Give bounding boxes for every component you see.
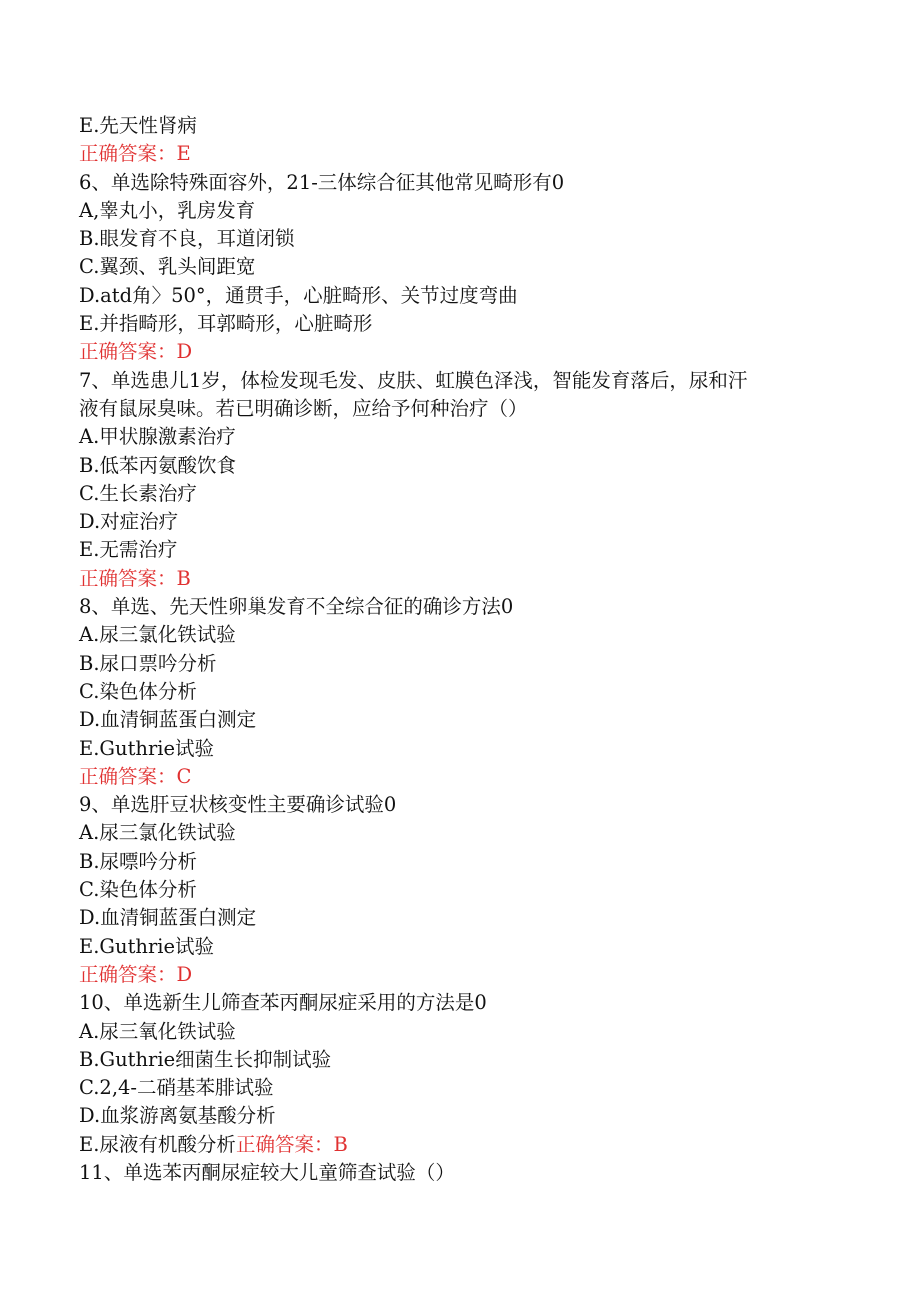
option-line: C.2,4-二硝基苯腓试验 [79, 1076, 274, 1100]
option-line: A.尿三氧化铁试验 [79, 1019, 236, 1043]
question-stem: 10、单选新生儿筛查苯丙酮尿症采用的方法是0 [79, 991, 487, 1015]
question-stem: 6、单选除特殊面容外，21-三体综合征其他常见畸形有0 [79, 170, 565, 194]
option-line: D.血浆游离氨基酸分析 [79, 1104, 276, 1128]
option-line: C.翼颈、乳头间距宽 [79, 255, 256, 279]
correct-answer: 正确答案：D [79, 962, 193, 986]
option-text: E.尿液有机酸分析 [79, 1132, 236, 1156]
option-line: E.Guthrie试验 [79, 934, 215, 958]
option-line: A.尿三氯化铁试验 [79, 623, 236, 647]
option-line: B.尿嘌吟分析 [79, 849, 198, 873]
option-line: E.无需治疗 [79, 538, 178, 562]
option-line: E.Guthrie试验 [79, 736, 215, 760]
question-list [79, 112, 859, 1187]
question-stem: 9、单选肝豆状核变性主要确诊试验0 [79, 793, 397, 817]
option-line: D.血清铜蓝蛋白测定 [79, 906, 257, 930]
correct-answer: 正确答案：E [79, 142, 191, 166]
option-line: B.低苯丙氨酸饮食 [79, 453, 237, 477]
option-line: C.染色体分析 [79, 679, 197, 703]
correct-answer: 正确答案：D [79, 340, 193, 364]
option-line: D.对症治疗 [79, 510, 179, 534]
option-line: E.先天性肾病 [79, 114, 197, 137]
option-line: B.尿口票吟分析 [79, 651, 217, 675]
option-line: C.染色体分析 [79, 878, 197, 902]
question-stem: 7、单选患儿1岁，体检发现毛发、皮肤、虹膜色泽浅，智能发育落后，尿和汗 [79, 368, 748, 392]
option-line: B.眼发育不良，耳道闭锁 [79, 227, 295, 251]
option-line: A.尿三氯化铁试验 [79, 821, 236, 845]
correct-answer: 正确答案：B [79, 566, 191, 590]
option-with-answer [79, 1131, 859, 1159]
option-line: C.生长素治疗 [79, 481, 197, 505]
correct-answer: 正确答案：C [79, 764, 192, 788]
question-stem-continued: 液有鼠尿臭味。若已明确诊断，应给予何种治疗（） [79, 396, 528, 420]
option-line: D.atd角〉50°，通贯手，心脏畸形、关节过度弯曲 [79, 283, 518, 307]
question-stem: 11、单选苯丙酮尿症较大儿童筛查试验（） [79, 1160, 455, 1184]
option-line: E.并指畸形，耳郭畸形，心脏畸形 [79, 312, 373, 336]
option-line: A,睾丸小，乳房发育 [79, 198, 256, 222]
correct-answer: 正确答案：B [235, 1132, 348, 1156]
option-line: B.Guthrie细菌生长抑制试验 [79, 1047, 332, 1071]
question-stem: 8、单选、先天性卵巢发育不全综合征的确诊方法0 [79, 595, 514, 619]
option-line: A.甲状腺激素治疗 [79, 425, 236, 449]
option-line: D.血清铜蓝蛋白测定 [79, 708, 257, 732]
